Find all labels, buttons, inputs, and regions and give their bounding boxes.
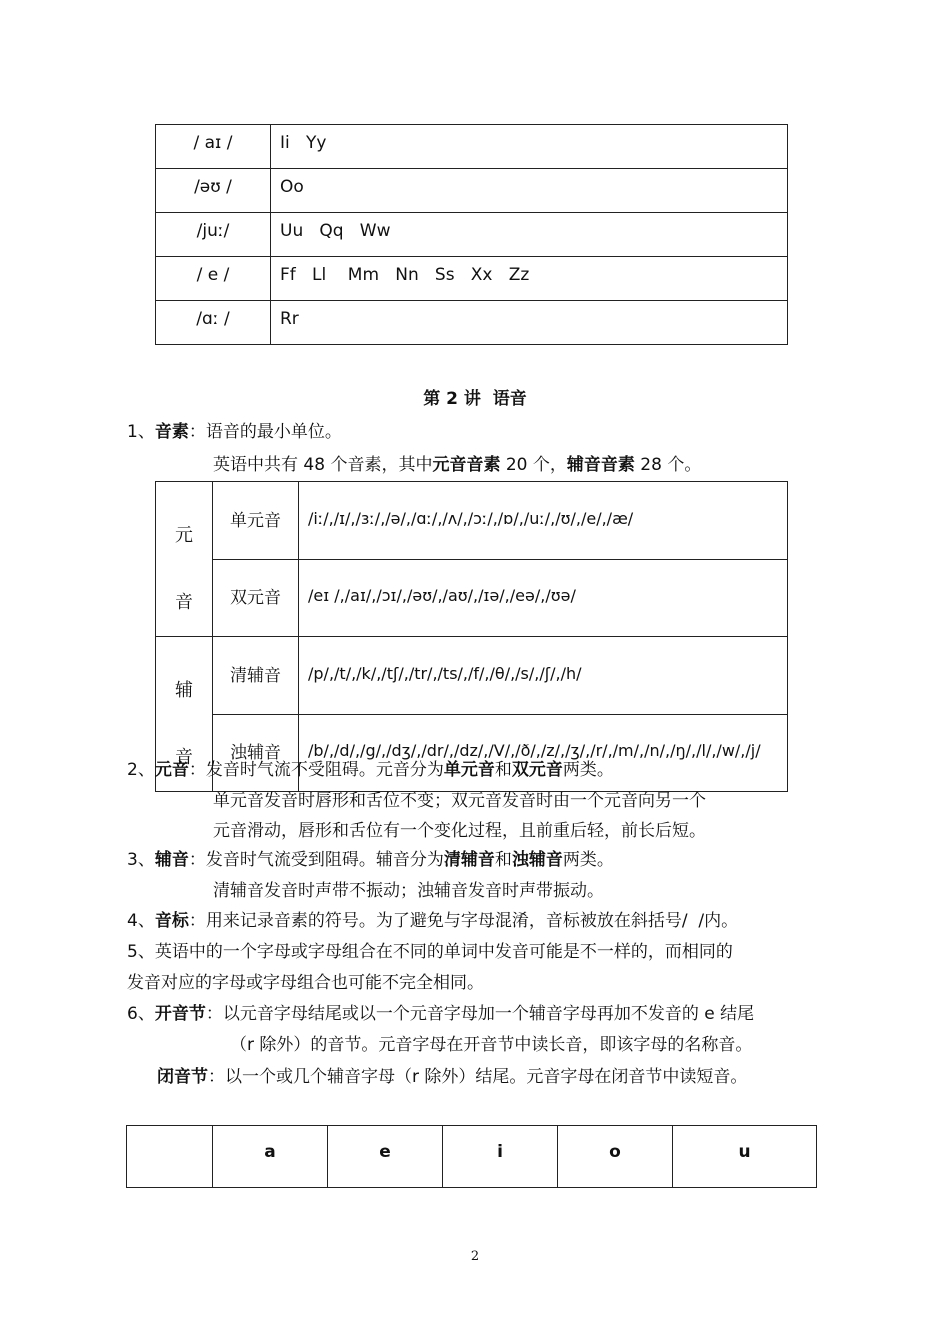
header-cell: o [558, 1126, 673, 1188]
page-number: 2 [470, 1249, 480, 1264]
header-cell: e [328, 1126, 443, 1188]
letters-cell: Ii Yy [271, 125, 788, 169]
phoneme-cell: / aɪ / [156, 125, 271, 169]
lecture-title: 第 2 讲 语音 [423, 389, 527, 409]
consonant-category-cell: 辅 音 [156, 637, 213, 792]
subtype-cell: 双元音 [213, 559, 299, 637]
table-row [127, 1126, 817, 1188]
letters-cell: Rr [271, 301, 788, 345]
subtype-cell: 单元音 [213, 482, 299, 560]
paragraph-3b: 清辅音发音时声带不振动；浊辅音发音时声带振动。 [213, 881, 604, 901]
vowel-category-cell: 元 音 [156, 482, 213, 637]
paragraph-7: 闭音节：以一个或几个辅音字母（r 除外）结尾。元音字母在闭音节中读短音。 [157, 1067, 748, 1087]
paragraph-2b: 单元音发音时唇形和舌位不变；双元音发音时由一个元音向另一个 [213, 791, 706, 811]
term: 音素 [154, 422, 189, 442]
phoneme-cell: /əʊ / [156, 169, 271, 213]
paragraph-5b: 发音对应的字母或字母组合也可能不完全相同。 [127, 973, 484, 993]
subtype-cell: 浊辅音 [213, 714, 299, 792]
phoneme-cell: /juː/ [156, 213, 271, 257]
paragraph-2: 2、元音：发音时气流不受阻碍。元音分为单元音和双元音两类。 [127, 760, 614, 780]
symbols-cell: /iː/,/ɪ/,/ɜː/,/ə/,/ɑː/,/ʌ/,/ɔː/,/ɒ/,/uː/,/ʊ/,/e/,/æ/ [299, 482, 788, 560]
paragraph-3: 3、辅音：发音时气流受到阻碍。辅音分为清辅音和浊辅音两类。 [127, 850, 614, 870]
letters-cell: Oo [271, 169, 788, 213]
paragraph-6b: （r 除外）的音节。元音字母在开音节中读长音，即该字母的名称音。 [230, 1035, 753, 1055]
table-row [156, 482, 788, 560]
table-row [156, 125, 788, 169]
paragraph-1 [127, 417, 342, 442]
phoneme-cell: / e / [156, 257, 271, 301]
phoneme-cell: /ɑː / [156, 301, 271, 345]
symbols-cell: /eɪ /,/aɪ/,/ɔɪ/,/əʊ/,/aʊ/,/ɪə/,/eə/,/ʊə/ [299, 559, 788, 637]
table-row [156, 301, 788, 345]
symbols-cell: /p/,/t/,/k/,/tʃ/,/tr/,/ts/,/f/,/θ/,/s/,/ʃ/,/h/ [299, 637, 788, 715]
header-cell: i [443, 1126, 558, 1188]
paragraph-4: 4、音标：用来记录音素的符号。为了避免与字母混淆，音标被放在斜括号/ /内。 [127, 911, 739, 931]
table-row [156, 559, 788, 637]
text: ：语音的最小单位。 [188, 422, 342, 442]
item-number: 1、 [127, 422, 155, 442]
paragraph-1b: 英语中共有 48 个音素，其中元音音素 20 个，辅音音素 28 个。 [213, 455, 702, 475]
header-cell: u [673, 1126, 817, 1188]
subtype-cell: 清辅音 [213, 637, 299, 715]
table-row [156, 257, 788, 301]
table-row [156, 637, 788, 715]
table-row [156, 169, 788, 213]
table-row [156, 213, 788, 257]
symbols-cell: /b/,/d/,/g/,/dʒ/,/dr/,/dz/,/V/,/ð/,/z/,/ʒ/,/r/,/m/,/n/,/ŋ/,/l/,/w/,/j/ [299, 714, 788, 792]
paragraph-5a: 5、英语中的一个字母或字母组合在不同的单词中发音可能是不一样的，而相同的 [127, 942, 733, 962]
letters-cell: Uu Qq Ww [271, 213, 788, 257]
empty-header-cell [127, 1126, 213, 1188]
letter-phoneme-table [155, 124, 788, 345]
header-cell: a [213, 1126, 328, 1188]
vowel-letter-table [126, 1125, 817, 1188]
paragraph-6: 6、开音节：以元音字母结尾或以一个元音字母加一个辅音字母再加不发音的 e 结尾 [127, 1004, 755, 1024]
phoneme-table [155, 481, 788, 792]
paragraph-2c: 元音滑动，唇形和舌位有一个变化过程，且前重后轻，前长后短。 [213, 821, 706, 841]
letters-cell: Ff Ll Mm Nn Ss Xx Zz [271, 257, 788, 301]
